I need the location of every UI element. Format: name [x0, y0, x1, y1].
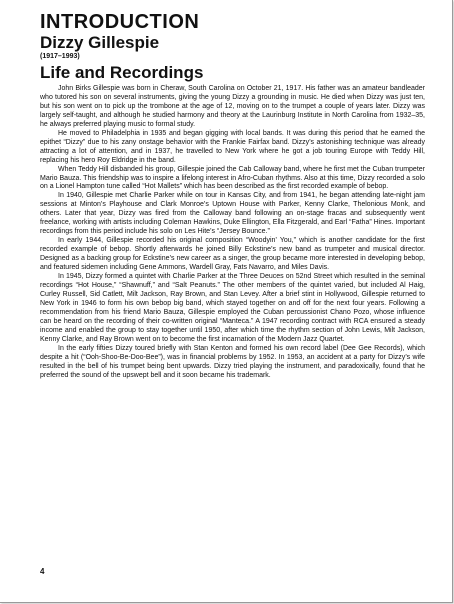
paragraph: In 1940, Gillespie met Charlie Parker while on tour in Kansas City, and from 1941, he began attending late-night jam sessions at Minton’s Playhouse and Clark Monroe’s Uptown House with Parker, Kenny Clarke, Thelonious Monk, and others. Later that year, Dizzy was fired from the Calloway band following an on-stage fracas and subsequently went freelance, working with artists including Coleman Hawkins, Duke Ellington, Ella Fitzgerald, and Earl “Fatha” Hines. Important recordings from this period include his solo on Les Hite’s “Jersey Bounce.” — [40, 192, 425, 236]
page-number: 4 — [40, 567, 45, 576]
paragraph: In the early fifties Dizzy toured briefly with Stan Kenton and formed his own record label (Dee Gee Records), which despite a hit (“Ooh-Shoo-Be-Doo-Bee”), was in financial problems by 1952. In 1953, an accident at a party for Dizzy’s wife resulted in the bell of his trumpet being bent upwards. Dizzy tried playing the instrument, and paradoxically, found that he preferred the sound of the upswept bell and it soon became his trademark. — [40, 344, 425, 379]
paragraph: In early 1944, Gillespie recorded his original composition “Woodyin’ You,” which is another candidate for the first recorded example of bebop. Shortly afterwards he joined Billy Eckstine’s new band as trumpeter and musical director. Designed as a backing group for Eckstine’s new career as a singer, the group became more interested in developing bebop, and featured sidemen including Gene Ammons, Wardell Gray, Fats Navarro, and Miles Davis. — [40, 237, 425, 272]
section-title: INTRODUCTION — [40, 11, 200, 33]
paragraph: He moved to Philadelphia in 1935 and began gigging with local bands. It was during this period that he earned the epithet “Dizzy” due to his zany onstage behavior with the Frankie Fairfax band. Dizzy’s astonishing technique was already attracting a lot of attention, and in 1937, he travelled to New York where he got a job touring Europe with Teddy Hill, replacing his hero Roy Eldridge in the band. — [40, 129, 425, 164]
body-text — [40, 85, 425, 380]
person-name: Dizzy Gillespie — [40, 33, 160, 52]
paragraph: John Birks Gillespie was born in Cheraw, South Carolina on October 21, 1917. His father was an amateur bandleader who tutored his son on several instruments, giving the young Dizzy a grounding in music. He died when Dizzy was just ten, but his son went on to pick up the trombone at the age of 12, moving on to the trumpet a couple of years later. Dizzy was largely self-taught, and although he studied harmony and theory at the Laurinburg Institute in North Carolina from 1932–35, he always preferred playing music to formal study. — [40, 85, 425, 128]
life-dates: (1917–1993) — [40, 53, 80, 60]
subsection-title: Life and Recordings — [40, 63, 204, 82]
page-content — [40, 12, 425, 380]
paragraph: In 1945, Dizzy formed a quintet with Charlie Parker at the Three Deuces on 52nd Street which resulted in the seminal recordings “Hot House,” “Shawnuff,” and “Salt Peanuts.” The other members of the quintet varied, but included Al Haig, Curley Russell, Sid Catlett, Milt Jackson, Ray Brown, and Stan Levey. After a brief stint in Hollywood, Gillespie returned to New York in 1946 to form his own bebop big band, which stayed together on and off for the next four years. Following a recommendation from his friend Mario Bauza, Gillespie employed the Cuban percussionist Chano Pozo, whose influence can be heard on the recording of their co-written original “Manteca.” A 1947 recording contract with RCA ensured a steady income and enabled the group to stay together until 1950, after which time the rhythm section of John Lewis, Milt Jackson, Kenny Clarke, and Ray Brown went on to become the first incarnation of the Modern Jazz Quartet. — [40, 273, 425, 343]
paragraph: When Teddy Hill disbanded his group, Gillespie joined the Cab Calloway band, where he first met the Cuban trumpeter Mario Bauza. This friendship was to inspire a lifelong interest in Afro-Cuban rhythms. Also at this time, Dizzy recorded a solo on a Lionel Hampton tune called “Hot Mallets” which has been described as the first recorded example of bebop. — [40, 165, 425, 191]
